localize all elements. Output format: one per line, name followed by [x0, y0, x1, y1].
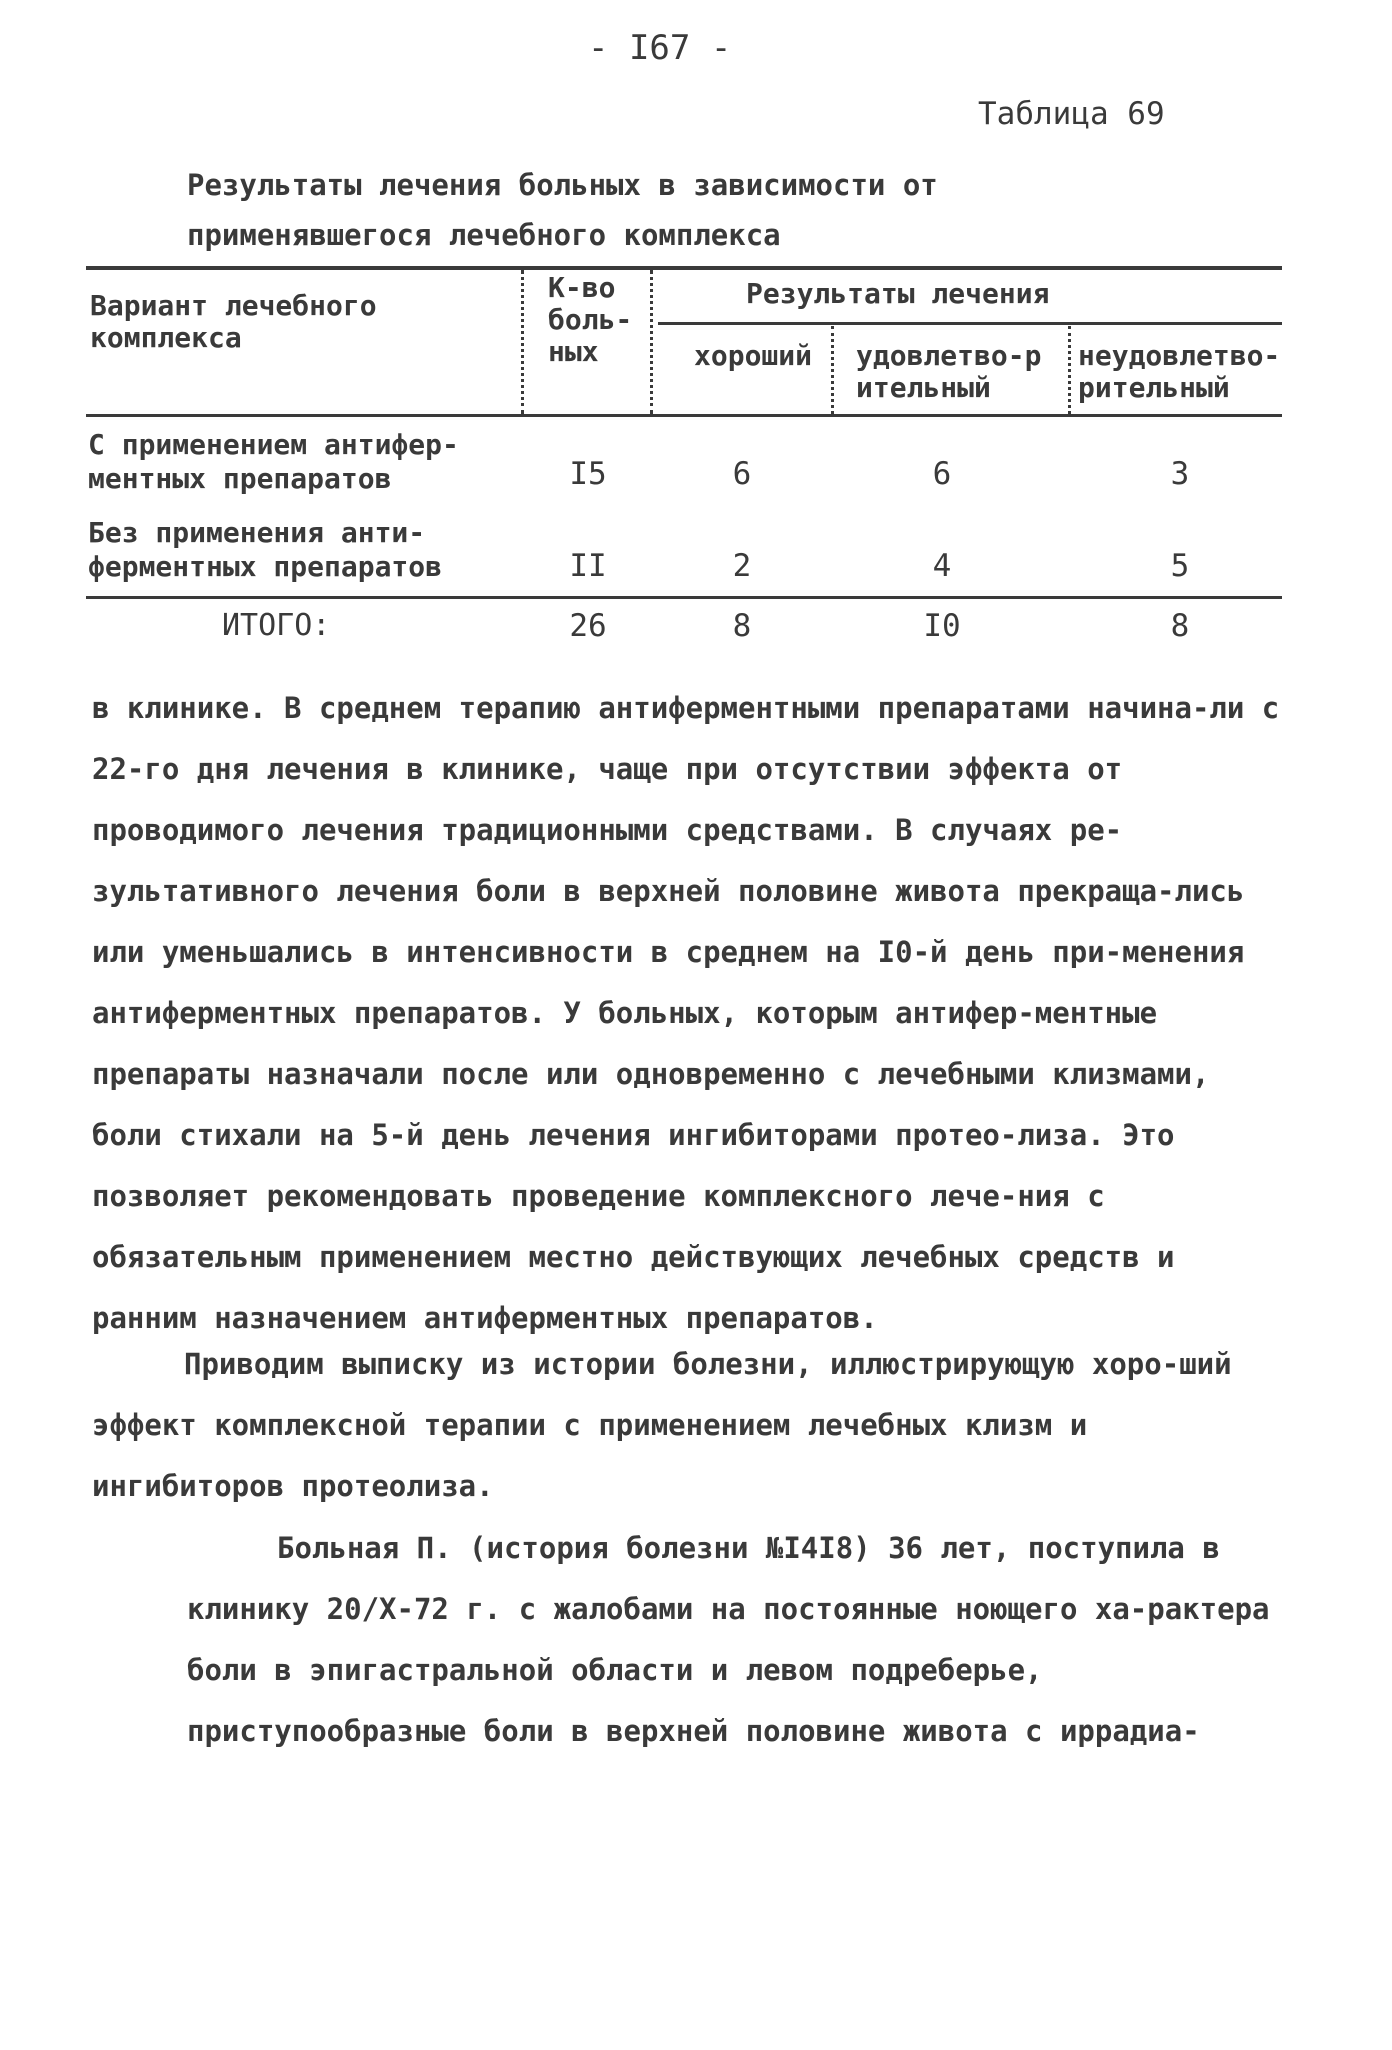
total-good: 8	[732, 608, 752, 644]
row-label-without-antienzyme: Без применения анти-ферментных препаратов	[88, 516, 443, 583]
col-separator-count	[650, 270, 653, 414]
page-number: - I67 -	[588, 28, 732, 68]
header-good: хороший	[694, 339, 813, 372]
row-2-satisfactory: 4	[932, 548, 952, 584]
total-count: 26	[569, 608, 607, 644]
col-separator-variant	[521, 270, 524, 414]
body-paragraph-3: Больная П. (история болезни №I4I8) 36 лет, поступила в клинику 20/Х-72 г. с жалобами на постоянные ноющего ха-рактера боли в эпигастральной области и левом подреберье, приступообразные боли в верхней половине живота с иррадиа-	[187, 1531, 1270, 1748]
total-label: ИТОГО:	[222, 608, 331, 643]
total-unsatisfactory: 8	[1170, 608, 1190, 644]
body-paragraph-1: в клинике. В среднем терапию антиферментными препаратами начина-ли с 22-го дня лечения в клинике, чаще при отсутствии эффекта от проводимого лечения традиционными средствами. В случаях ре-зультативного лечения боли в верхней половине живота прекраща-лись или уменьшались в интенсивности в среднем на I0-й день при-менения антиферментных препаратов. У больных, которым антифер-ментные препараты назначали после или одновременно с лечебными клизмами, боли стихали на 5-й день лечения ингибиторами протео-лиза. Это позволяет рекомендовать проведение комплексного лече-ния с обязательным применением местно действующих лечебных средств и ранним назначением антиферментных препаратов.	[92, 691, 1280, 1335]
results-subheader-rule	[658, 322, 1282, 325]
total-rule	[86, 596, 1282, 599]
header-unsatisfactory: неудовлетво-рительный	[1078, 339, 1281, 404]
col-separator-satisfactory	[1068, 326, 1071, 414]
row-2-unsatisfactory: 5	[1170, 548, 1190, 584]
header-bottom-rule	[86, 414, 1282, 417]
header-satisfactory: удовлетво-рительный	[856, 339, 1042, 404]
row-1-satisfactory: 6	[932, 456, 952, 492]
header-variant: Вариант лечебного комплекса	[90, 289, 377, 354]
row-1-unsatisfactory: 3	[1170, 456, 1190, 492]
row-1-good: 6	[732, 456, 752, 492]
table-label: Таблица 69	[978, 96, 1165, 132]
row-1-count: I5	[569, 456, 607, 492]
total-satisfactory: I0	[923, 608, 961, 644]
col-separator-good	[831, 326, 834, 414]
body-paragraph-2: Приводим выписку из истории болезни, иллюстрирующую хоро-ший эффект комплексной терапии с применением лечебных клизм и ингибиторов протеолиза.	[92, 1347, 1232, 1503]
row-2-count: II	[569, 548, 607, 584]
header-results: Результаты лечения	[746, 277, 1050, 310]
table-top-rule	[86, 266, 1282, 270]
header-count: К-во боль-ных	[548, 271, 633, 368]
table-title: Результаты лечения больных в зависимости от применявшегося лечебного комплекса	[187, 168, 938, 252]
row-2-good: 2	[732, 548, 752, 584]
row-label-with-antienzyme: С применением антифер-ментных препаратов	[88, 428, 459, 495]
